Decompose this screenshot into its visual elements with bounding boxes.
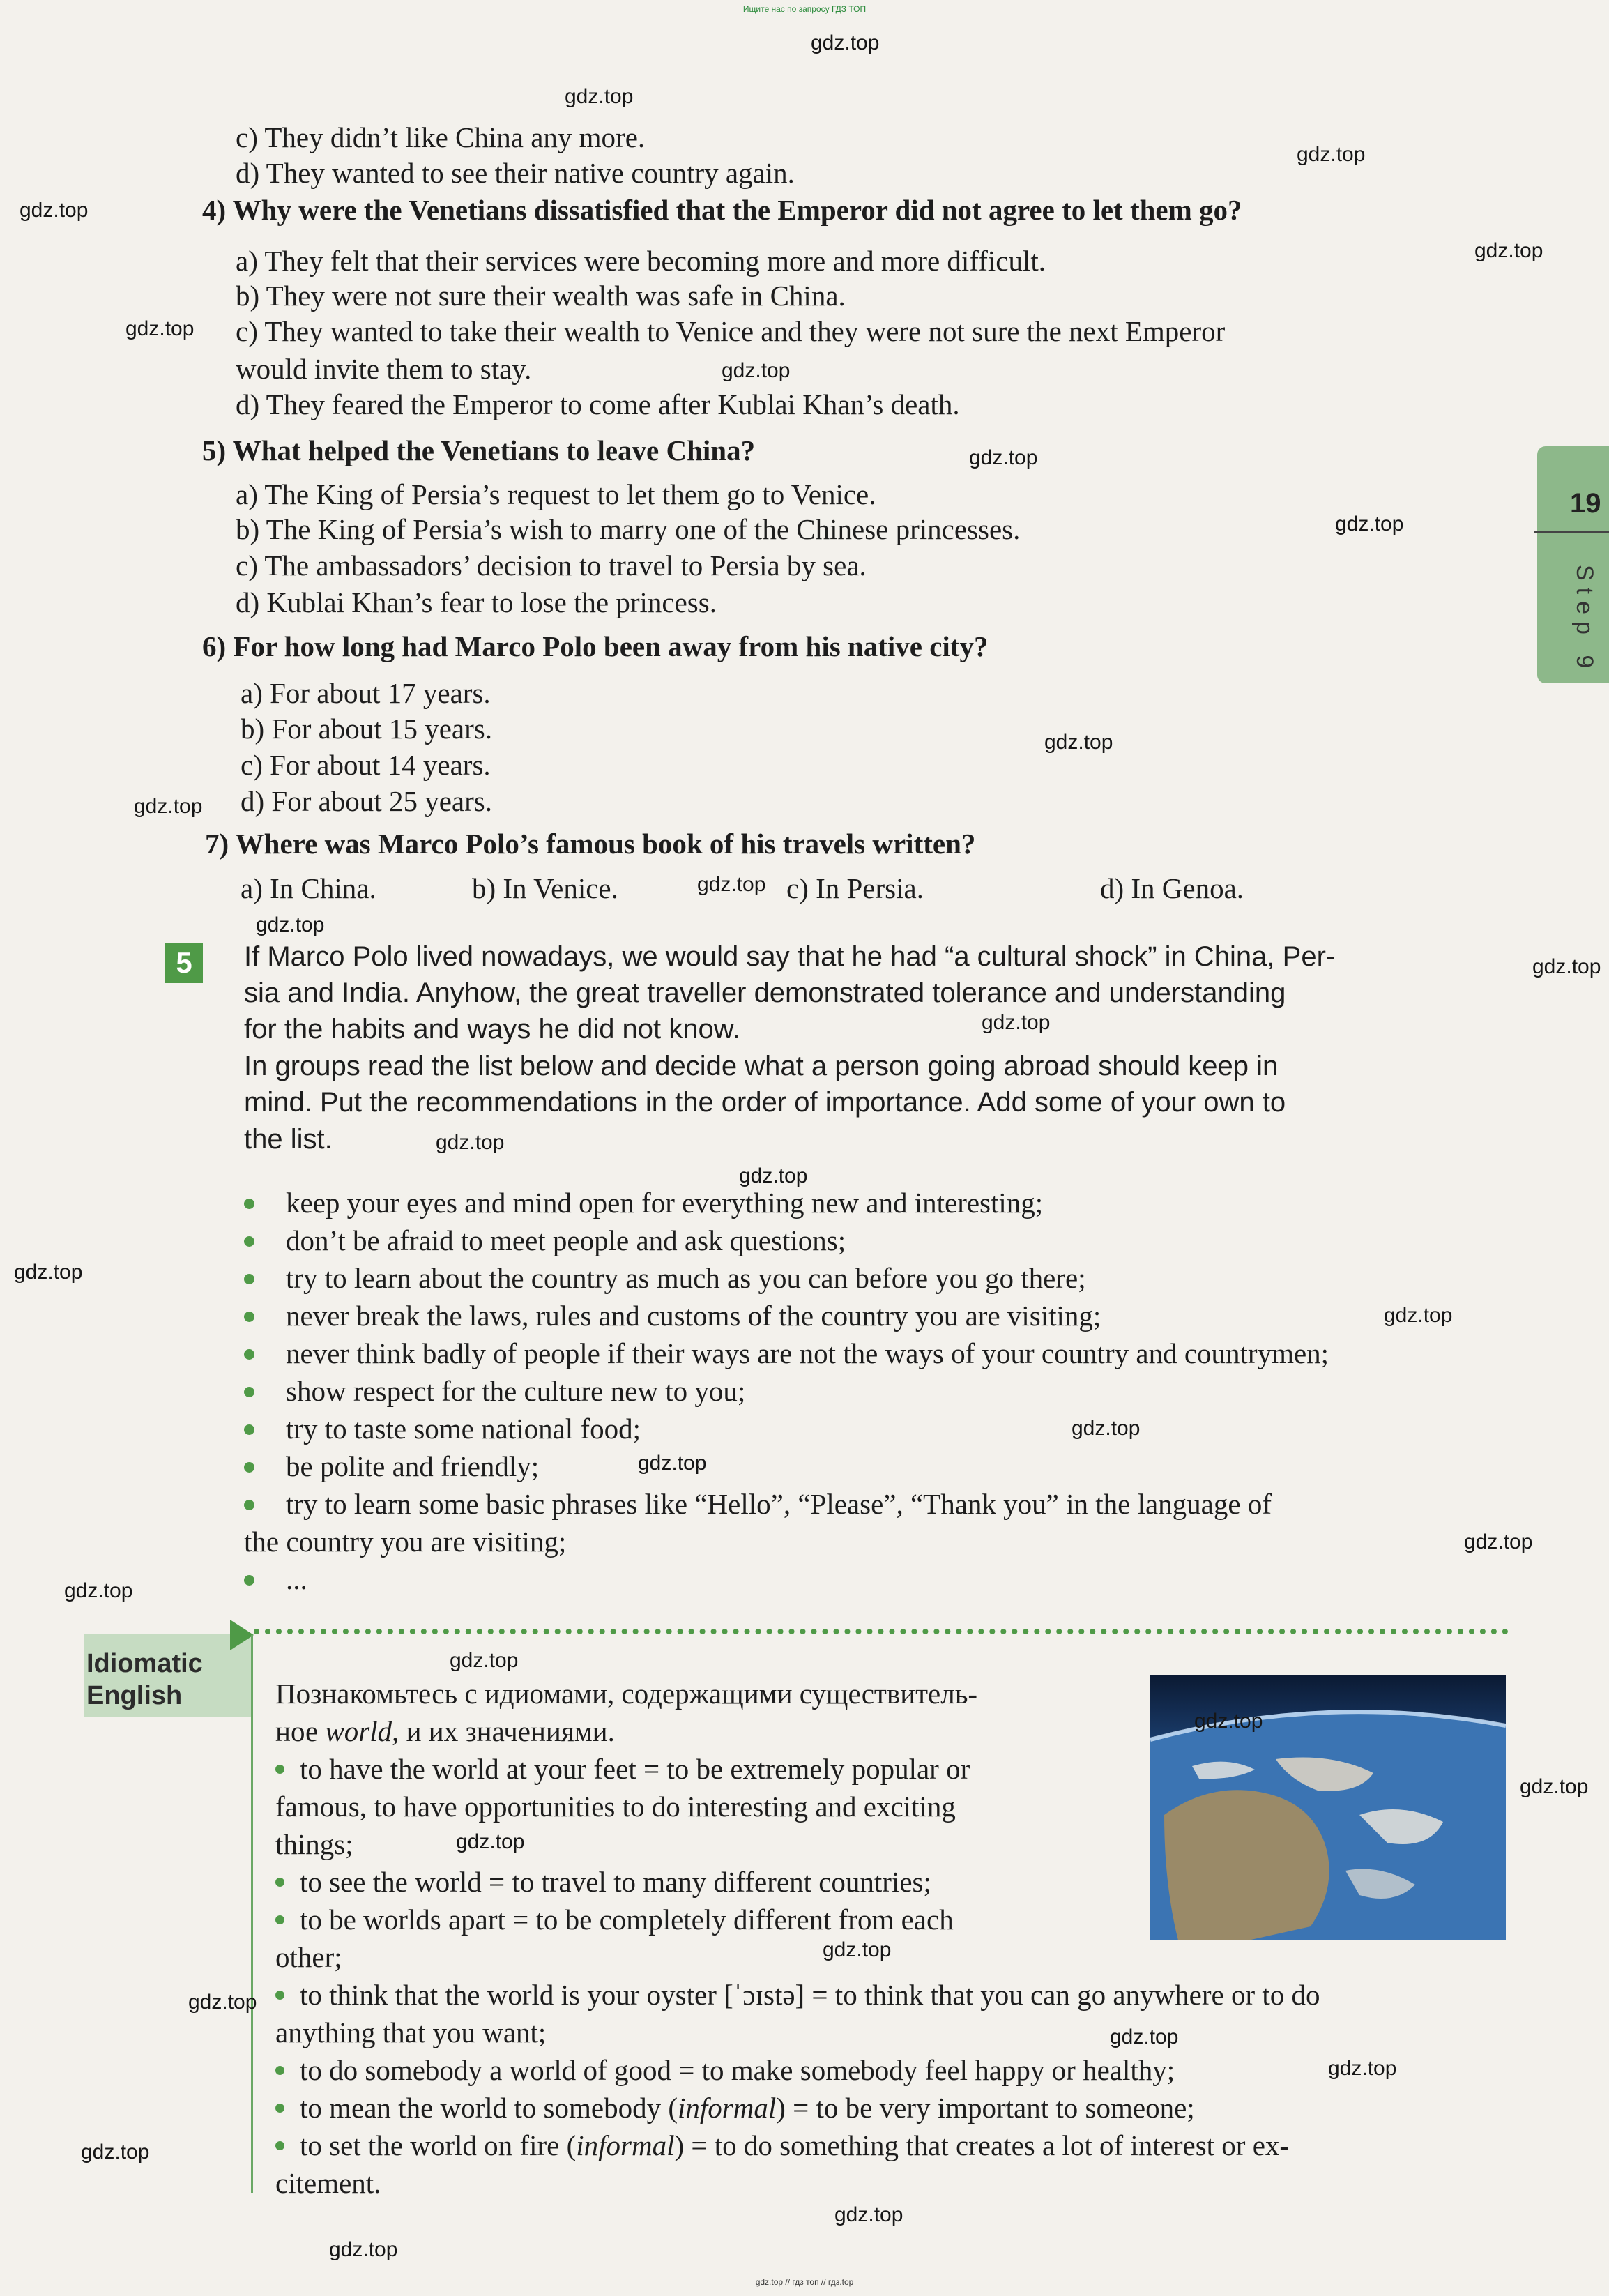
answer-6d: d) For about 25 years. — [241, 785, 492, 817]
watermark: gdz.top — [64, 1579, 133, 1602]
answer-3d: d) They wanted to see their native country again. — [236, 157, 795, 189]
list-item: show respect for the culture new to you; — [244, 1372, 1513, 1410]
watermark: gdz.top — [1464, 1530, 1533, 1553]
list-item: never think badly of people if their ways are not the ways of your country and countrymen; — [244, 1335, 1513, 1372]
answer-4c: c) They wanted to take their wealth to Venice and they were not sure the next Emperor — [236, 315, 1226, 347]
answer-5b: b) The King of Persia’s wish to marry one of the Chinese princesses. — [236, 513, 1021, 545]
page-divider — [1534, 531, 1609, 533]
watermark: gdz.top — [638, 1452, 707, 1475]
watermark: gdz.top — [834, 2203, 903, 2226]
watermark: gdz.top — [811, 31, 880, 54]
idiom-divider — [254, 1629, 1509, 1634]
arrow-icon — [230, 1620, 254, 1650]
intro-text: ное — [275, 1715, 326, 1747]
question-6: 6) For how long had Marco Polo been away from his native city? — [202, 630, 989, 662]
question-5: 5) What helped the Venetians to leave China? — [202, 434, 756, 466]
list-item: don’t be afraid to meet people and ask questions; — [244, 1222, 1513, 1259]
idiom-item-cont: anything that you want; — [275, 2016, 547, 2048]
watermark: gdz.top — [1384, 1304, 1453, 1327]
watermark: gdz.top — [565, 85, 634, 108]
idiom-item: to do somebody a world of good = to make somebody feel happy or healthy; — [275, 2051, 1509, 2089]
step-label: Step 9 — [1571, 565, 1598, 676]
watermark: gdz.top — [125, 317, 195, 340]
list-item: try to taste some national food; — [244, 1410, 1513, 1447]
exercise-line-1: If Marco Polo lived nowadays, we would say that he had “a cultural shock” in China, Per- — [244, 941, 1336, 972]
watermark: gdz.top — [1474, 239, 1543, 262]
idiom-list-b — [275, 1976, 1509, 2202]
list-item-continuation: the country you are visiting; — [244, 1526, 567, 1558]
exercise-number: 5 — [165, 943, 203, 983]
top-banner: Ищите нас по запросу ГДЗ ТОП — [742, 4, 867, 14]
watermark: gdz.top — [436, 1131, 505, 1154]
exercise-line-2: sia and India. Anyhow, the great traveller demonstrated tolerance and understanding — [244, 978, 1286, 1008]
watermark: gdz.top — [823, 1938, 892, 1961]
bottom-banner: gdz.top // гдз топ // гдз.top — [755, 2277, 854, 2287]
idiom-list-a — [275, 1750, 1154, 1976]
watermark: gdz.top — [450, 1649, 519, 1672]
list-item: never break the laws, rules and customs of the country you are visiting; — [244, 1297, 1513, 1335]
answer-3c: c) They didn’t like China any more. — [236, 121, 646, 153]
answer-5c: c) The ambassadors’ decision to travel to Persia by sea. — [236, 549, 867, 581]
watermark: gdz.top — [134, 795, 203, 818]
list-item: try to learn about the country as much as you can before you go there; — [244, 1259, 1513, 1297]
idiom-item: to set the world on fire (informal) = to do something that creates a lot of interest or ex- — [275, 2127, 1509, 2164]
answer-6c: c) For about 14 years. — [241, 749, 491, 781]
question-4: 4) Why were the Venetians dissatisfied that the Emperor did not agree to let them go? — [202, 194, 1242, 226]
page-number: 19 — [1570, 488, 1601, 519]
answer-4d: d) They feared the Emperor to come after Kublai Khan’s death. — [236, 388, 960, 420]
list-item: try to learn some basic phrases like “Hello”, “Please”, “Thank you” in the language of — [244, 1485, 1513, 1523]
list-item: be polite and friendly; — [244, 1447, 1513, 1485]
idiom-intro — [275, 1675, 1140, 1750]
watermark: gdz.top — [456, 1830, 525, 1853]
answer-4c-cont: would invite them to stay. — [236, 353, 532, 385]
answer-7a: a) In China. — [241, 872, 376, 904]
watermark: gdz.top — [329, 2238, 398, 2261]
answer-5d: d) Kublai Khan’s fear to lose the princess. — [236, 586, 717, 618]
idiom-label-line: Idiomatic — [86, 1649, 203, 1678]
answer-6b: b) For about 15 years. — [241, 713, 492, 745]
watermark: gdz.top — [1532, 955, 1601, 978]
idiom-label — [86, 1648, 203, 1712]
watermark: gdz.top — [1110, 2025, 1179, 2048]
watermark: gdz.top — [14, 1261, 83, 1284]
watermark: gdz.top — [1044, 731, 1113, 754]
idiom-item-cont: other; — [275, 1941, 342, 1973]
watermark: gdz.top — [982, 1011, 1051, 1034]
exercise-line-6: the list. — [244, 1124, 333, 1155]
list-item: ... — [244, 1560, 1513, 1598]
idiom-intro-line — [275, 1712, 1140, 1750]
idiom-item-cont: citement. — [275, 2167, 381, 2199]
answer-4a: a) They felt that their services were becoming more and more difficult. — [236, 245, 1046, 277]
watermark: gdz.top — [81, 2141, 150, 2164]
intro-word: world — [325, 1715, 392, 1747]
answer-6a: a) For about 17 years. — [241, 677, 491, 709]
watermark: gdz.top — [739, 1164, 808, 1187]
answer-7d: d) In Genoa. — [1100, 872, 1244, 904]
watermark: gdz.top — [1072, 1417, 1141, 1440]
idiom-intro-line: Познакомьтесь с идиомами, содержащими существитель- — [275, 1678, 978, 1710]
idiom-item-cont: things; — [275, 1828, 353, 1860]
idiom-item: to see the world = to travel to many different countries; — [275, 1863, 1154, 1901]
exercise-line-5: mind. Put the recommendations in the order of importance. Add some of your own to — [244, 1087, 1286, 1118]
idiom-side-line — [251, 1635, 253, 2193]
watermark: gdz.top — [722, 359, 791, 382]
idiom-item: to think that the world is your oyster [ˈɔɪstə] = to think that you can go anywhere or to do — [275, 1976, 1509, 2014]
intro-text: , и их значениями. — [392, 1715, 615, 1747]
list-item: keep your eyes and mind open for everything new and interesting; — [244, 1184, 1513, 1222]
informal-label: informal — [678, 2092, 777, 2124]
answer-7b: b) In Venice. — [472, 872, 618, 904]
watermark: gdz.top — [256, 913, 325, 936]
answer-7c: c) In Persia. — [786, 872, 924, 904]
idiom-item-cont: famous, to have opportunities to do interesting and exciting — [275, 1791, 956, 1823]
watermark: gdz.top — [1328, 2057, 1397, 2080]
watermark: gdz.top — [1297, 143, 1366, 166]
idiom-item: to be worlds apart = to be completely different from each — [275, 1901, 1154, 1938]
watermark: gdz.top — [969, 446, 1038, 469]
answer-5a: a) The King of Persia’s request to let them go to Venice. — [236, 478, 876, 510]
informal-label: informal — [576, 2129, 675, 2161]
exercise-line-4: In groups read the list below and decide what a person going abroad should keep in — [244, 1051, 1279, 1081]
watermark: gdz.top — [20, 199, 89, 222]
watermark: gdz.top — [697, 873, 766, 896]
idiom-label-line: English — [86, 1681, 183, 1710]
watermark: gdz.top — [188, 1991, 257, 2014]
idiom-item: to have the world at your feet = to be extremely popular or — [275, 1750, 1154, 1788]
idiom-item: to mean the world to somebody (informal) = to be very important to someone; — [275, 2089, 1509, 2127]
exercise-line-3: for the habits and ways he did not know. — [244, 1014, 740, 1044]
recommendation-list — [244, 1184, 1513, 1598]
answer-4b: b) They were not sure their wealth was safe in China. — [236, 280, 846, 312]
watermark: gdz.top — [1194, 1710, 1263, 1733]
question-7: 7) Where was Marco Polo’s famous book of his travels written? — [205, 828, 976, 860]
watermark: gdz.top — [1520, 1775, 1589, 1798]
watermark: gdz.top — [1335, 512, 1404, 535]
